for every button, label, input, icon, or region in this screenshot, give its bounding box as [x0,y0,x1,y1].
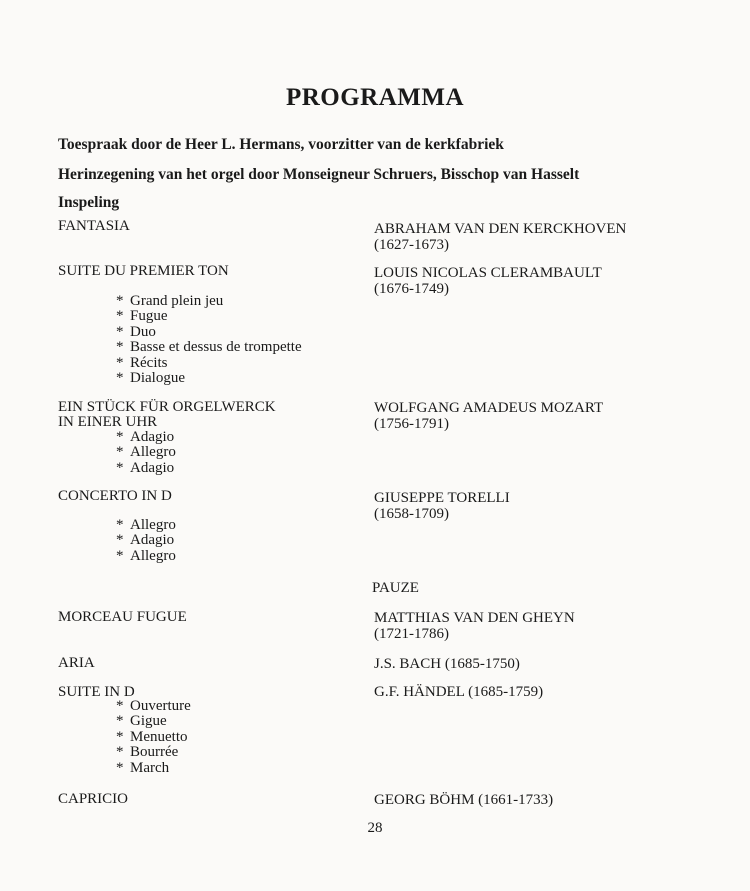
movement-list [116,699,191,776]
piece-title: FANTASIA [58,218,130,234]
movement-item: * March [116,761,191,776]
movement-item: * Adagio [116,430,176,445]
piece-composer: GIUSEPPE TORELLI [374,490,510,506]
piece-composer: GEORG BÖHM (1661-1733) [374,792,554,808]
piece-title: EIN STÜCK FÜR ORGELWERCK [58,399,276,415]
movement-item: * Dialogue [116,371,302,386]
movement-item: * Allegro [116,549,176,564]
piece-composer: LOUIS NICOLAS CLERAMBAULT [374,265,602,281]
piece-composer: J.S. BACH (1685-1750) [374,656,520,672]
piece-title: CAPRICIO [58,791,129,807]
piece-title: CONCERTO IN D [58,488,172,504]
movement-item: * Adagio [116,533,176,548]
intro-speech: Toespraak door de Heer L. Hermans, voorzitter van de kerkfabriek [58,136,504,153]
piece-composer: ABRAHAM VAN DEN KERCKHOVEN [374,221,627,237]
movement-list [116,430,176,476]
piece-title: SUITE IN D [58,684,135,700]
piece-title: MORCEAU FUGUE [58,609,187,625]
piece-dates: (1756-1791) [374,416,449,432]
page-number: 28 [367,820,383,836]
piece-dates: (1658-1709) [374,506,449,522]
movement-item: * Bourrée [116,745,191,760]
piece-title-line2: IN EINER UHR [58,414,158,430]
piece-title: ARIA [58,655,95,671]
movement-item: * Allegro [116,518,176,533]
piece-dates: (1627-1673) [374,237,449,253]
piece-title: SUITE DU PREMIER TON [58,263,229,279]
movement-item: * Basse et dessus de trompette [116,340,302,355]
movement-list [116,518,176,564]
intro-consecration: Herinzegening van het orgel door Monseigneur Schruers, Bisschop van Hasselt [58,166,580,183]
movement-item: * Duo [116,325,302,340]
movement-item: * Fugue [116,309,302,324]
movement-item: * Adagio [116,461,176,476]
intro-inspeling: Inspeling [58,194,120,211]
movement-item: * Récits [116,356,302,371]
piece-dates: (1676-1749) [374,281,449,297]
movement-item: * Allegro [116,445,176,460]
movement-item: * Ouverture [116,699,191,714]
piece-dates: (1721-1786) [374,626,449,642]
movement-item: * Menuetto [116,730,191,745]
movement-item: * Grand plein jeu [116,294,302,309]
movement-item: * Gigue [116,714,191,729]
intermission-label: PAUZE [372,580,419,596]
piece-composer: MATTHIAS VAN DEN GHEYN [374,610,575,626]
page-title: PROGRAMMA [285,84,465,111]
movement-list [116,294,302,386]
piece-composer: G.F. HÄNDEL (1685-1759) [374,684,544,700]
piece-composer: WOLFGANG AMADEUS MOZART [374,400,604,416]
